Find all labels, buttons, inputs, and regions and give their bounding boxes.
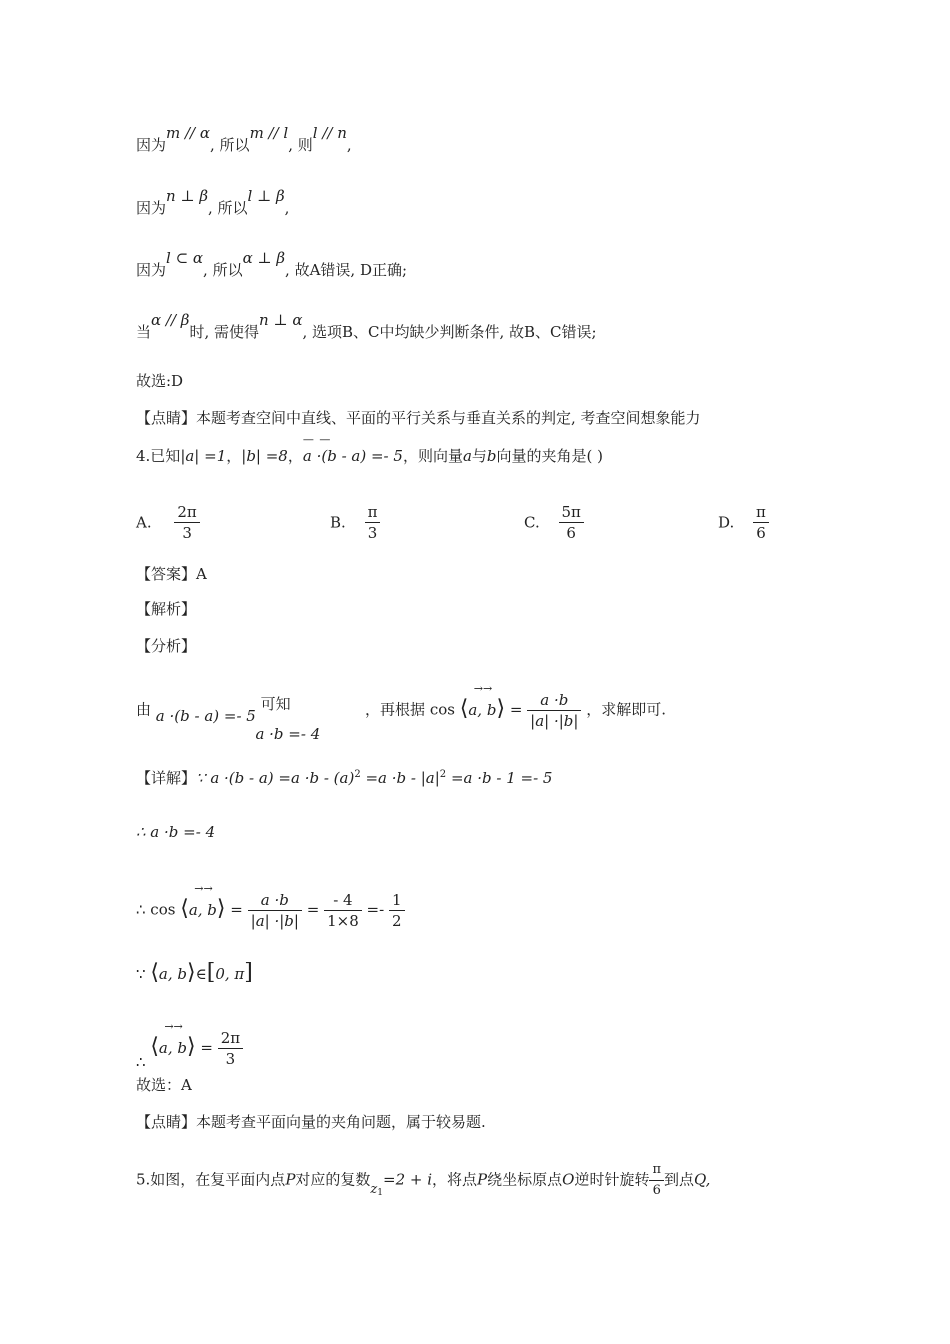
angle-bracket-expr: →→ ⟨a, b⟩ [180,899,225,920]
therefore-line-3: ∴ →→ ⟨a, b⟩ = $\frac{2\pi}{3}$ [136,1028,243,1069]
therefore-line-2: ∴ cos →→ ⟨a, b⟩ = $\frac{a \cdot b}{|a| \cdot|b|}$ = $\frac{- 4}{1\times 8}$ =- $\frac{1}{2}$ [136,890,405,931]
math: n ⊥ β [166,187,208,205]
fraction-denominator: 3 [182,524,192,542]
text: 可知 [260,694,291,713]
option-a [136,502,200,543]
math-vector-expr [302,433,403,466]
vector-arrows: →→ [473,681,493,695]
text: , [346,136,352,154]
fraction-denominator: 1×8 [327,912,359,930]
text: , 所以 [208,199,248,217]
text-line-4 [136,311,597,342]
math: ∵ [136,965,146,983]
math: 2 [439,769,447,780]
because-line: ∵ ⟨a, b⟩∈[0, π] [136,960,253,985]
detail-label: 【详解】 [136,769,197,787]
option-d [718,502,769,543]
remark-text: 【点睛】本题考查空间中直线、平面的平行关系与垂直关系的判定, 考查空间想象能力 [136,409,701,427]
option-fraction [174,502,199,543]
analysis-line [136,681,667,743]
text: 对应的复数 [295,1170,371,1189]
conclusion-text: 故选:D [136,372,184,390]
math: =a ·b - 1 =- 5 [446,769,553,787]
text: , 则 [288,136,313,154]
math: l ⊥ β [247,187,285,205]
fraction-denominator: 3 [225,1050,236,1068]
fraction-numerator: 2π [174,502,199,523]
fraction [324,890,362,931]
fraction-numerator: 2π [218,1028,243,1049]
fraction [389,890,405,931]
math: Q, [694,1170,711,1189]
math: P [477,1170,488,1189]
math: z [370,1181,378,1197]
math: a ·b =- 4 [255,724,321,743]
option-label: D. [718,513,735,532]
fraction-numerator: a ·b [248,890,302,911]
answer-label: 【答案】A [136,565,207,583]
text: 由 [136,700,152,719]
text: 绕坐标原点 [487,1170,563,1189]
option-fraction [365,502,381,543]
option-label: B. [330,513,346,532]
option-b [330,502,380,543]
text: 向量的夹角是( ) [496,447,604,465]
vector-arrows: →→ [194,881,213,895]
fraction-numerator: 5π [559,502,584,523]
conclusion-text: 故选：A [136,1076,192,1094]
question-4: 4.已知|a| =1，|b| =8， — — a ·(b - a) =- 5，则向量a与b向量的夹角是( ) [136,446,603,466]
fraction-numerator: - 4 [324,890,362,911]
text: 时, 需使得 [189,323,260,341]
fraction-denominator: 6 [652,1183,661,1198]
fraction [649,1160,664,1201]
math: a, b [158,965,188,983]
solution-label: 【解析】 [136,600,197,618]
math: 0, π [215,965,245,983]
question-number: 4.已知 [136,447,181,465]
math: ∴ cos [136,900,176,919]
math: a, b [468,700,497,719]
math: 2 [354,769,361,780]
text-line-1 [136,124,352,155]
fraction-denominator: 6 [566,524,576,542]
option-c [524,502,584,543]
fraction-numerator: 1 [389,890,405,911]
text: , 所以 [210,136,250,154]
option-fraction [559,502,584,543]
text: 因为 [136,261,167,279]
text-line-3 [136,249,408,280]
text: 与 [471,447,487,465]
math: a [462,447,472,465]
therefore-line-1: ∴ a ·b =- 4 [136,823,216,841]
math: O [562,1170,575,1189]
math: cos [429,700,455,719]
fraction-denominator: 6 [756,524,766,542]
text: , 选项B、C中均缺少判断条件, 故B、C错误; [302,323,597,341]
option-fraction [753,502,769,543]
math: |a| =1 [180,447,227,465]
fraction-numerator: π [753,502,769,523]
text: ，则向量 [402,447,463,465]
fraction-numerator: π [649,1160,664,1181]
remark-text: 【点睛】本题考查平面向量的夹角问题，属于较易题. [136,1113,486,1131]
math: ∴ [136,1052,146,1071]
vector-arrows: →→ [164,1019,183,1033]
text: 到点 [664,1170,695,1189]
math: =a ·b - |a| [360,769,440,787]
fraction-denominator: |a| ·|b| [250,912,299,930]
text: ，将点 [432,1170,478,1189]
question-5 [136,1160,710,1201]
math: =- [366,900,385,919]
math: l // n [312,124,347,142]
text-line-2 [136,187,290,218]
math: m // l [249,124,289,142]
angle-bracket-expr: →→ ⟨a, b⟩ [460,699,505,720]
text: ，求解即可. [586,700,667,719]
math: α ⊥ β [242,249,286,267]
math: = [509,700,523,719]
math: ∈ [195,965,207,983]
fraction-denominator: 2 [391,912,402,930]
math: 1 [377,1187,384,1198]
text: 因为 [136,199,167,217]
fraction-numerator: a ·b [527,690,581,711]
math: a, b [158,1038,188,1057]
fraction-denominator: 3 [367,524,378,542]
text: , 故A错误, D正确; [285,261,408,279]
text: 当 [136,323,152,341]
math: α // β [151,311,190,329]
math: a ·(b - a) =- 5 [302,447,403,465]
fraction-denominator: |a| ·|b| [530,712,579,730]
detail-line [136,765,552,788]
math: a, b [188,900,217,919]
math: n ⊥ α [259,311,303,329]
option-label: A. [136,513,152,532]
math: b [486,447,497,465]
fraction [527,690,581,731]
fraction [218,1028,243,1069]
math: l ⊂ α [166,249,204,267]
text: 逆时针旋转 [574,1170,650,1189]
text: , [284,199,290,217]
math: m // α [166,124,211,142]
math: =2 + i [383,1170,433,1189]
vector-arrows: — — [302,433,332,446]
angle-bracket-expr: →→ ⟨a, b⟩ [150,1037,195,1058]
analysis-label: 【分析】 [136,637,197,655]
fraction [248,890,302,931]
option-label: C. [524,513,540,532]
text: 5.如图，在复平面内点 [136,1170,286,1189]
text: 因为 [136,136,167,154]
math: P [285,1170,296,1189]
text: ，再根据 [365,700,426,719]
text: , 所以 [203,261,243,279]
math: |b| =8 [241,447,288,465]
math: a ·(b - a) =- 5 [155,706,256,725]
fraction-numerator: π [365,502,381,523]
math: ∵ a ·(b - a) =a ·b - (a) [196,769,355,787]
